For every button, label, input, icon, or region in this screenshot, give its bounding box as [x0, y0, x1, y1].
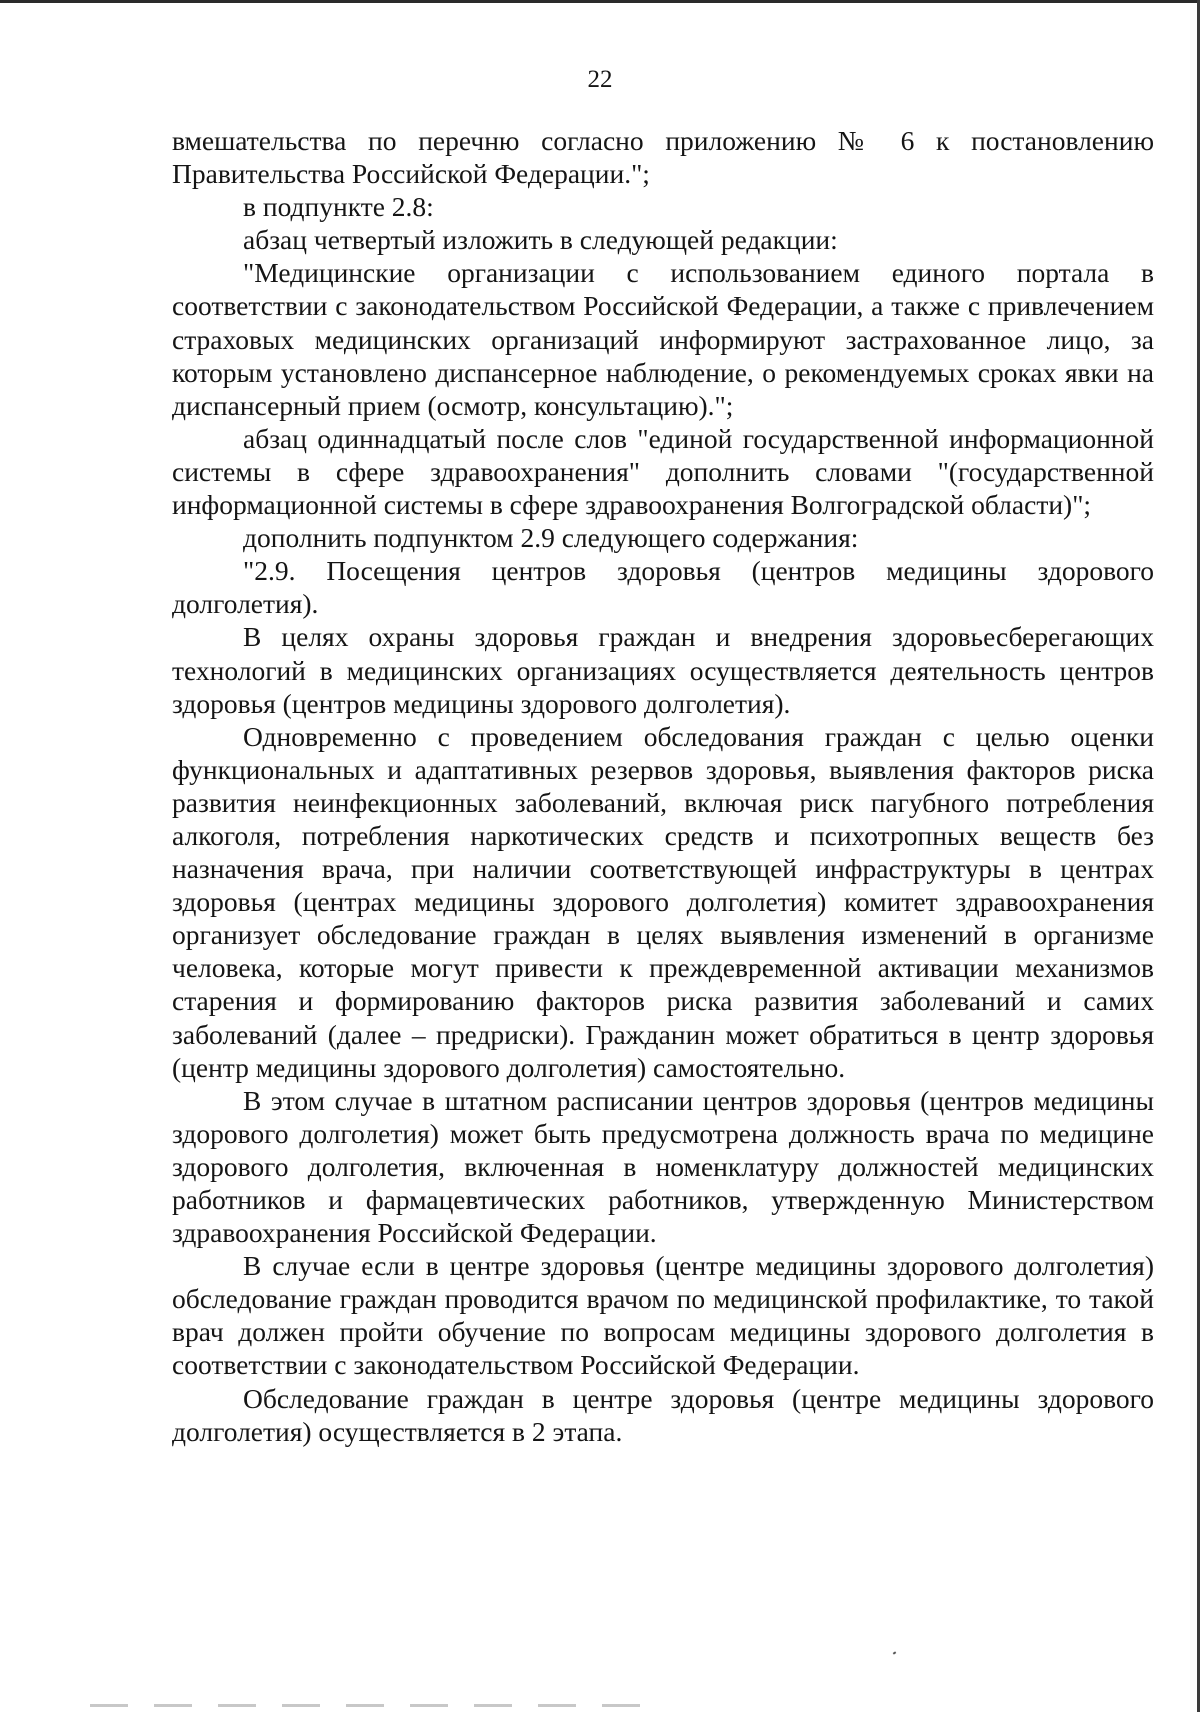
paragraph-staffing: В этом случае в штатном расписании центров здоровья (центров медицины здорового долголетия) может быть предусмотрена должность врача по медицине здорового долголетия, включенная в номенклатуру должностей медицинских работников и фармацевтических работников, утвержденную Министерством здравоохранения Российской Федерации.: [172, 1084, 1154, 1249]
paragraph-doctor-training: В случае если в центре здоровья (центре медицины здорового долголетия) обследование граждан проводится врачом по медицинской профилактике, то такой врач должен пройти обучение по вопросам медицины здорового долголетия в соответствии с законодательством Российской Федерации.: [172, 1250, 1154, 1381]
scan-bottom-edge-marks: [90, 1704, 650, 1707]
paragraph-fourth-abzac: абзац четвертый изложить в следующей редакции:: [243, 224, 838, 256]
paragraph-continuation: вмешательства по перечню согласно приложению № 6 к постановлению Правительства Российской Федерации.";: [172, 125, 1154, 190]
paragraph-subpoint-2-8: в подпункте 2.8:: [243, 191, 434, 223]
paragraph-eleventh-abzac: абзац одиннадцатый после слов "единой государственной информационной системы в сфере здравоохранения" дополнить словами "(государственной информационной системы в сфере здравоохранения Волгоградской области)";: [172, 422, 1154, 521]
paragraph-two-stages: Обследование граждан в центре здоровья (центре медицины здорового долголетия) осуществляется в 2 этапа.: [172, 1382, 1154, 1447]
paragraph-2-9-heading: "2.9. Посещения центров здоровья (центров медицины здорового долголетия).: [172, 555, 1154, 620]
page-number: 22: [587, 66, 613, 93]
paragraph-examination: Одновременно с проведением обследования граждан с целью оценки функциональных и адаптативных резервов здоровья, выявления факторов риска развития неинфекционных заболеваний, включая риск пагубного потребления алкоголя, потребления наркотических средств и психотропных веществ без назначения врача, при наличии соответствующей инфраструктуры в центрах здоровья (центрах медицины здорового долголетия) комитет здравоохранения организует обследование граждан в целях выявления изменений в организме человека, которые могут привести к преждевременной активации механизмов старения и формированию факторов риска развития заболеваний и самих заболеваний (далее – предриски). Гражданин может обратиться в центр здоровья (центр медицины здорового долголетия) самостоятельно.: [172, 720, 1154, 1083]
paragraph-quoted-medical-orgs: "Медицинские организации с использованием единого портала в соответствии с законодательством Российской Федерации, а также с привлечением страховых медицинских организаций информируют застрахованное лицо, за которым установлено диспансерное наблюдение, о рекомендуемых сроках явки на диспансерный прием (осмотр, консультацию).";: [172, 257, 1154, 421]
paragraph-add-subpoint-2-9: дополнить подпунктом 2.9 следующего содержания:: [243, 522, 859, 554]
document-body: [172, 124, 1154, 1448]
scan-speck: [893, 1651, 897, 1654]
scan-frame-top-edge: [0, 0, 1200, 3]
paragraph-health-protection: В целях охраны здоровья граждан и внедрения здоровьесберегающих технологий в медицинских организациях осуществляется деятельность центров здоровья (центров медицины здорового долголетия).: [172, 621, 1154, 719]
